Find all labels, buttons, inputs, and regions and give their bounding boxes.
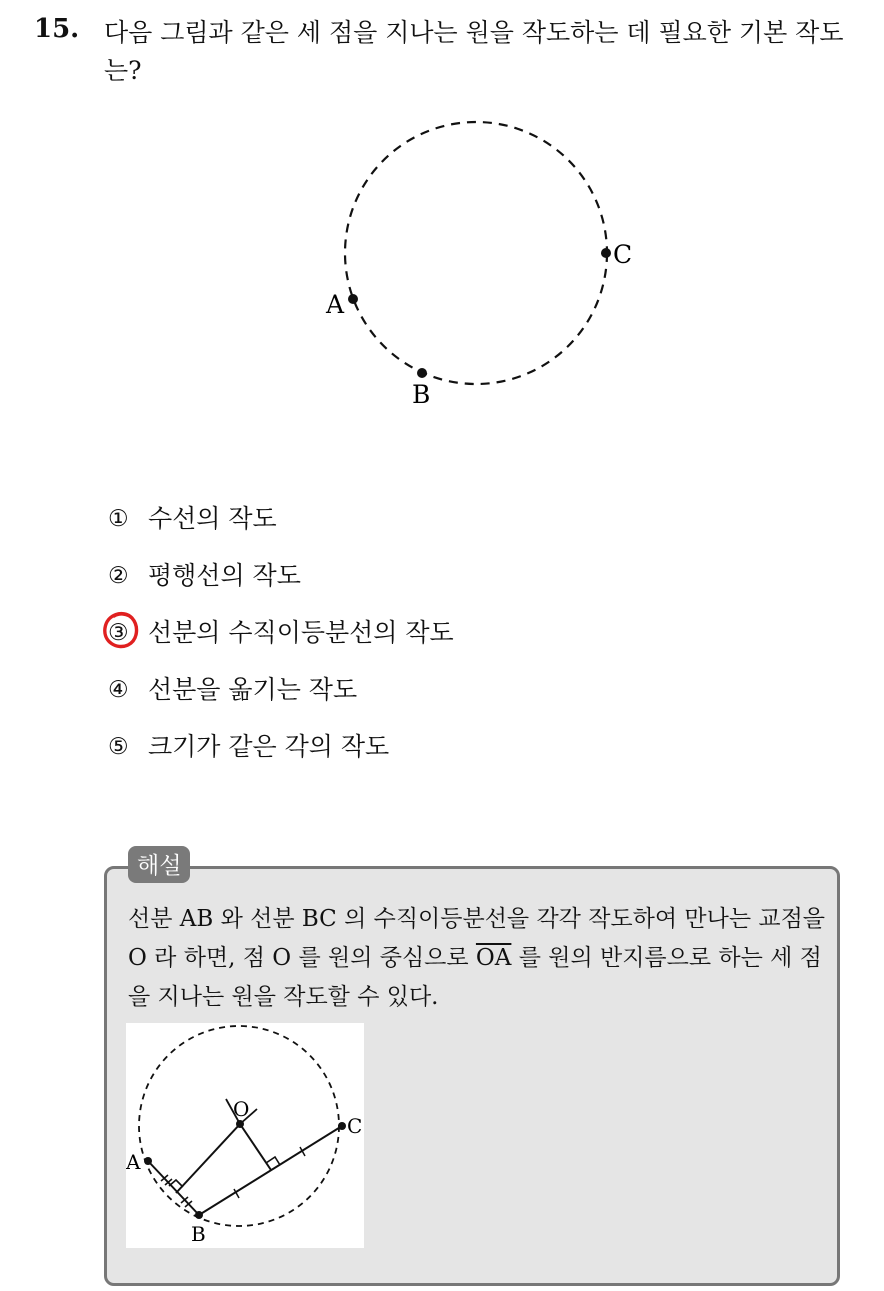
solution-label: 해설	[128, 846, 190, 883]
solution-point-b-label: B	[191, 1222, 206, 1246]
solution-text-part2: 를 원의 반지름으로 하는 세 점을 지나는 원을 작도할 수 있다.	[128, 945, 822, 1010]
solution-point-a-label: A	[126, 1150, 141, 1174]
choice-5-number: ⑤	[108, 734, 129, 760]
circle-figure	[300, 105, 660, 415]
choice-4-text: 선분을 옮기는 작도	[148, 675, 358, 704]
answer-mark-icon	[101, 609, 141, 653]
choice-4-number: ④	[108, 677, 129, 703]
choice-1-text: 수선의 작도	[148, 504, 277, 533]
choice-1[interactable]	[108, 500, 454, 557]
solution-point-b-dot	[195, 1211, 203, 1219]
choice-2-text: 평행선의 작도	[148, 561, 301, 590]
segment-oa: $\overline{OA}$	[475, 945, 512, 971]
perpendicular-bisector-ab	[176, 1124, 240, 1193]
solution-point-o-label: O	[233, 1097, 250, 1121]
solution-text	[128, 900, 828, 1017]
question-number: 15.	[34, 14, 80, 44]
point-b-label: B	[412, 380, 431, 409]
solution-point-a-dot	[144, 1157, 152, 1165]
dashed-circle	[345, 122, 607, 384]
point-a-dot	[348, 294, 358, 304]
choice-3-text: 선분의 수직이등분선의 작도	[148, 618, 454, 647]
solution-figure	[126, 1023, 364, 1248]
right-angle-mark-bc	[266, 1157, 280, 1165]
choice-3-number: ③	[108, 620, 129, 646]
choice-1-number: ①	[108, 506, 129, 532]
choice-4[interactable]	[108, 671, 454, 728]
choice-list	[108, 500, 454, 785]
solution-point-c-dot	[338, 1122, 346, 1130]
choice-5[interactable]	[108, 728, 454, 785]
segment-bc	[199, 1126, 342, 1215]
choice-2[interactable]	[108, 557, 454, 614]
point-b-dot	[417, 368, 427, 378]
choice-3[interactable]	[108, 614, 454, 671]
choice-5-text: 크기가 같은 각의 작도	[148, 732, 390, 761]
choice-2-number: ②	[108, 563, 129, 589]
point-c-label: C	[613, 240, 633, 269]
solution-point-o-dot	[236, 1120, 244, 1128]
solution-point-c-label: C	[347, 1114, 363, 1138]
segment-ab	[148, 1161, 199, 1215]
point-a-label: A	[326, 290, 345, 319]
point-c-dot	[601, 248, 611, 258]
solution-text-part1: 선분 AB 와 선분 BC 의 수직이등분선을 각각 작도하여 만나는 교점을 O 라 하면, 점 O 를 원의 중심으로	[128, 906, 825, 971]
question-text: 다음 그림과 같은 세 점을 지나는 원을 작도하는 데 필요한 기본 작도는?	[104, 18, 844, 85]
